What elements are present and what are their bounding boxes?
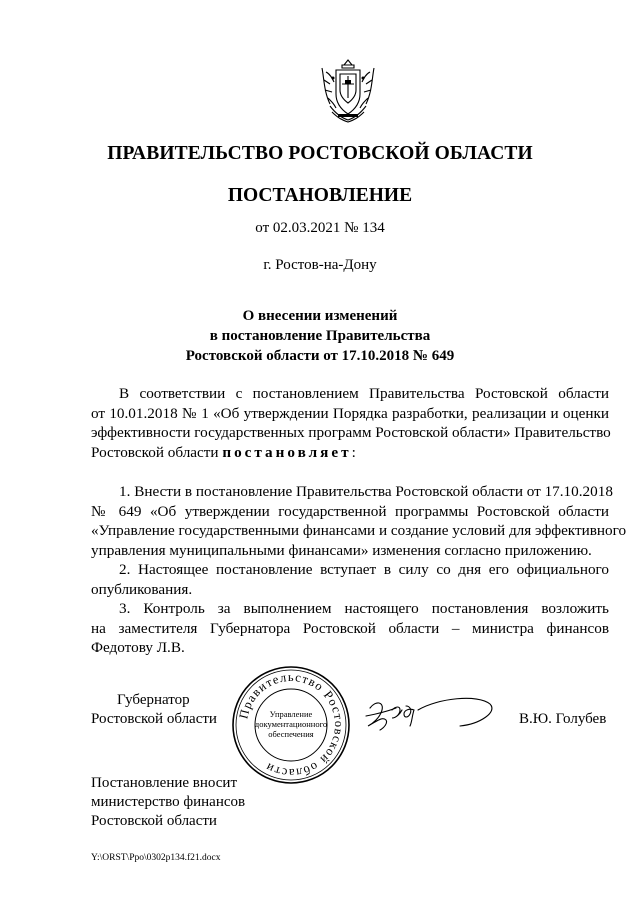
preamble-line-final — [91, 443, 609, 463]
preamble-colon: : — [351, 443, 356, 461]
item-line: № 649 «Об утверждении государственной программы Ростовской области — [91, 502, 609, 520]
item-line: на заместителя Губернатора Ростовской области – министра финансов — [91, 619, 609, 637]
submitter-line: Постановление вносит — [91, 775, 238, 791]
preamble-line: В соответствии с постановлением Правительства Ростовской области — [119, 385, 609, 402]
item-line: 3. Контроль за выполнением настоящего постановления возложить — [119, 600, 609, 617]
preamble-line: эффективности государственных программ Ростовской области» Правительство — [91, 424, 611, 441]
stamp-ring-text: Правительство Ростовской области — [236, 669, 347, 781]
submitter-note — [91, 774, 245, 831]
item-3-paragraph — [91, 599, 609, 658]
item-line: «Управление государственными финансами и создание условий для эффективного — [91, 522, 627, 539]
stamp-center-line: Управление — [269, 709, 313, 719]
item-line: Федотову Л.В. — [91, 639, 185, 656]
subject-line: Ростовской области от 17.10.2018 № 649 — [185, 348, 455, 364]
signatory-title-line1: Губернатор — [117, 692, 190, 708]
file-path: Y:\ORST\Ppo\0302p134.f21.docx — [91, 853, 221, 863]
government-name: ПРАВИТЕЛЬСТВО РОСТОВСКОЙ ОБЛАСТИ — [107, 143, 533, 164]
submitter-line: Ростовской области — [91, 813, 217, 829]
signatory-name: В.Ю. Голубев — [519, 711, 607, 727]
date-and-number: от 02.03.2021 № 134 — [255, 220, 385, 236]
subject-line: в постановление Правительства — [209, 328, 431, 344]
document-subject — [0, 306, 640, 366]
item-2-paragraph — [91, 560, 609, 599]
signatory-title-line2: Ростовской области — [91, 711, 217, 727]
resolves-word: постановляет — [222, 443, 352, 461]
handwritten-signature — [362, 688, 497, 734]
submitter-line: министерство финансов — [91, 794, 246, 810]
item-line: опубликования. — [91, 580, 193, 598]
official-stamp — [230, 664, 352, 786]
item-1-paragraph — [91, 482, 627, 560]
item-line: 2. Настоящее постановление вступает в силу со дня его официального — [119, 561, 609, 578]
stamp-center-line: документационного — [254, 719, 328, 729]
subject-line: О внесении изменений — [242, 308, 398, 324]
city: г. Ростов-на-Дону — [263, 257, 377, 273]
stamp-center-line: обеспечения — [268, 729, 314, 739]
preamble-paragraph — [91, 384, 609, 462]
document-type: ПОСТАНОВЛЕНИЕ — [227, 185, 413, 206]
preamble-line: от 10.01.2018 № 1 «Об утверждении Порядка разработки, реализации и оценки — [91, 404, 609, 422]
item-line: управления муниципальными финансами» изменения согласно приложению. — [91, 541, 592, 559]
item-line: 1. Внести в постановление Правительства Ростовской области от 17.10.2018 — [119, 483, 613, 500]
coat-of-arms-emblem — [316, 58, 380, 126]
preamble-text: Ростовской области — [91, 443, 223, 461]
